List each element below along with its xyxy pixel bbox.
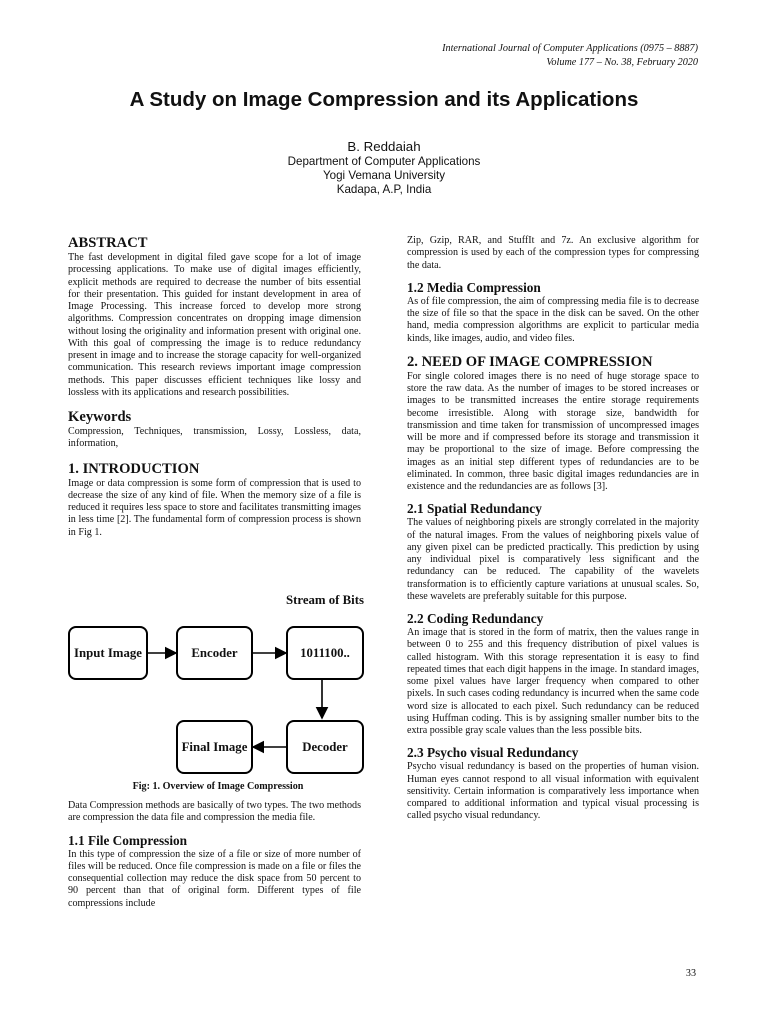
compression-figure xyxy=(68,592,368,772)
need-text: For single colored images there is no need of huge storage space to store the raw data. As the number of images to be stored increases or images to be transmitted increases the entire storage requirements become irresistible. Along with storage size, bandwidth for transmission and time taken for transmission of uncompressed images will be more and if compressed before its storage and transmission it may be proportional to the size of image. Before compressing the images as an initial step different types of redundancies are to be eliminated. In common, three basic digital images redundancies are in existence and the redundancies are as follows [3]. xyxy=(407,370,699,492)
bitstream-box: 1011100.. xyxy=(286,626,364,680)
left-column-top xyxy=(68,234,361,539)
stream-of-bits-label: Stream of Bits xyxy=(286,593,364,607)
decoder-box: Decoder xyxy=(286,720,364,774)
coding-redundancy-text: An image that is stored in the form of matrix, then the values range in between 0 to 255 and this frequency distribution of pixel values is called histogram. With this storage representation it is easy to find repeated times that each digit happens in the image. In standard images, some pixel values have larger frequency when compared to other pixels. In such cases coding redundancy is incurred when the same code word size is allocated to each pixel. Such redundancy can be reduced using Huffman coding. This is by assigning smaller number bits to the extra possible gray scale values than the less possible bits. xyxy=(407,627,699,736)
paper-title: A Study on Image Compression and its Applications xyxy=(129,88,639,111)
keywords-heading: Keywords xyxy=(68,409,132,425)
abstract-heading: ABSTRACT xyxy=(68,235,148,251)
media-compression-heading: 1.2 Media Compression xyxy=(407,279,541,295)
file-compression-text: In this type of compression the size of a file or size of more number of files will be reduced. Once file compression is made on a file or files the consequential collection may reduce the disk space from 50 percent to 90 percent than that of original form. Different types of file compressions include xyxy=(68,848,361,909)
keywords-text: Compression, Techniques, transmission, Lossy, Lossless, data, information, xyxy=(68,426,361,450)
need-heading: 2. NEED OF IMAGE COMPRESSION xyxy=(407,353,653,370)
spatial-redundancy-text: The values of neighboring pixels are strongly correlated in the majority of the natural images. From the values of neighboring pixels value of any given pixel can be predicted practically. This prediction by using any individual pixel is comparatively less significant and the redundancy can be reduced. The capability of the wavelets transformation is to efficiently capture variations at unusual scales. So, these wavelets are preferably suitable for this purpose. xyxy=(407,517,699,602)
author-university: Yogi Vemana University xyxy=(322,169,446,182)
left-column-bottom xyxy=(68,800,361,910)
abstract-text: The fast development in digital filed gave scope for a lot of image processing applications. To make use of digital images efficiently, explicit methods are required to decrease the number of bits essential for their presentation. This guided for instant development in area of Image Processing. This increase forced to develop more strong algorithms. Compression concentrates on dropping image dimension without losing the originality and information present with original one. With this goal of compressing the image is to reduce redundancy present in image and to increase the storage capacity for well-organized communication. This research reviews important image compression methods. This paper discusses efficient techniques like lossy and lossless with its applications and research possibilities. xyxy=(68,252,361,398)
input-image-box: Input Image xyxy=(68,626,148,680)
media-compression-text: As of file compression, the aim of compressing media file is to decrease the size of file so that the space in the disk can be saved. On the other hand, media compression algorithms are explicit to particular media kinds, like images, audio, and video files. xyxy=(407,295,699,344)
introduction-text: Image or data compression is some form of compression that is used to decrease the size of any kind of file. When the memory size of a file is reduced it requires less space to store and facilitates transmitting images in less time [2]. The fundamental form of compression process is shown in Fig 1. xyxy=(68,477,361,538)
psycho-visual-text: Psycho visual redundancy is based on the properties of human vision. Human eyes cannot respond to all visual information with equivalent sensitivity. Certain information is comparatively less importance when compared to additional information and typical visual processing is called psycho visual redundancy. xyxy=(407,761,699,822)
final-image-box: Final Image xyxy=(176,720,253,774)
author-name: B. Reddaiah xyxy=(347,139,421,154)
coding-redundancy-heading: 2.2 Coding Redundancy xyxy=(407,611,544,626)
psycho-visual-heading: 2.3 Psycho visual Redundancy xyxy=(407,745,579,761)
encoder-box: Encoder xyxy=(176,626,253,680)
file-compression-continued: Zip, Gzip, RAR, and StuffIt and 7z. An exclusive algorithm for compression is used by each of the compression types for compressing the data. xyxy=(407,235,699,271)
author-location: Kadapa, A.P, India xyxy=(336,183,432,196)
figure-caption: Fig: 1. Overview of Image Compression xyxy=(132,781,304,792)
volume-info: Volume 177 – No. 38, February 2020 xyxy=(546,57,698,68)
page-number: 33 xyxy=(685,968,696,979)
journal-name: International Journal of Computer Applications (0975 – 8887) xyxy=(442,43,698,54)
data-compression-text: Data Compression methods are basically of two types. The two methods are compression the data file and compression the media file. xyxy=(68,800,361,824)
introduction-heading: 1. INTRODUCTION xyxy=(68,460,200,477)
spatial-redundancy-heading: 2.1 Spatial Redundancy xyxy=(407,501,542,517)
file-compression-heading: 1.1 File Compression xyxy=(68,832,188,848)
right-column xyxy=(407,235,699,823)
author-department: Department of Computer Applications xyxy=(287,155,481,168)
